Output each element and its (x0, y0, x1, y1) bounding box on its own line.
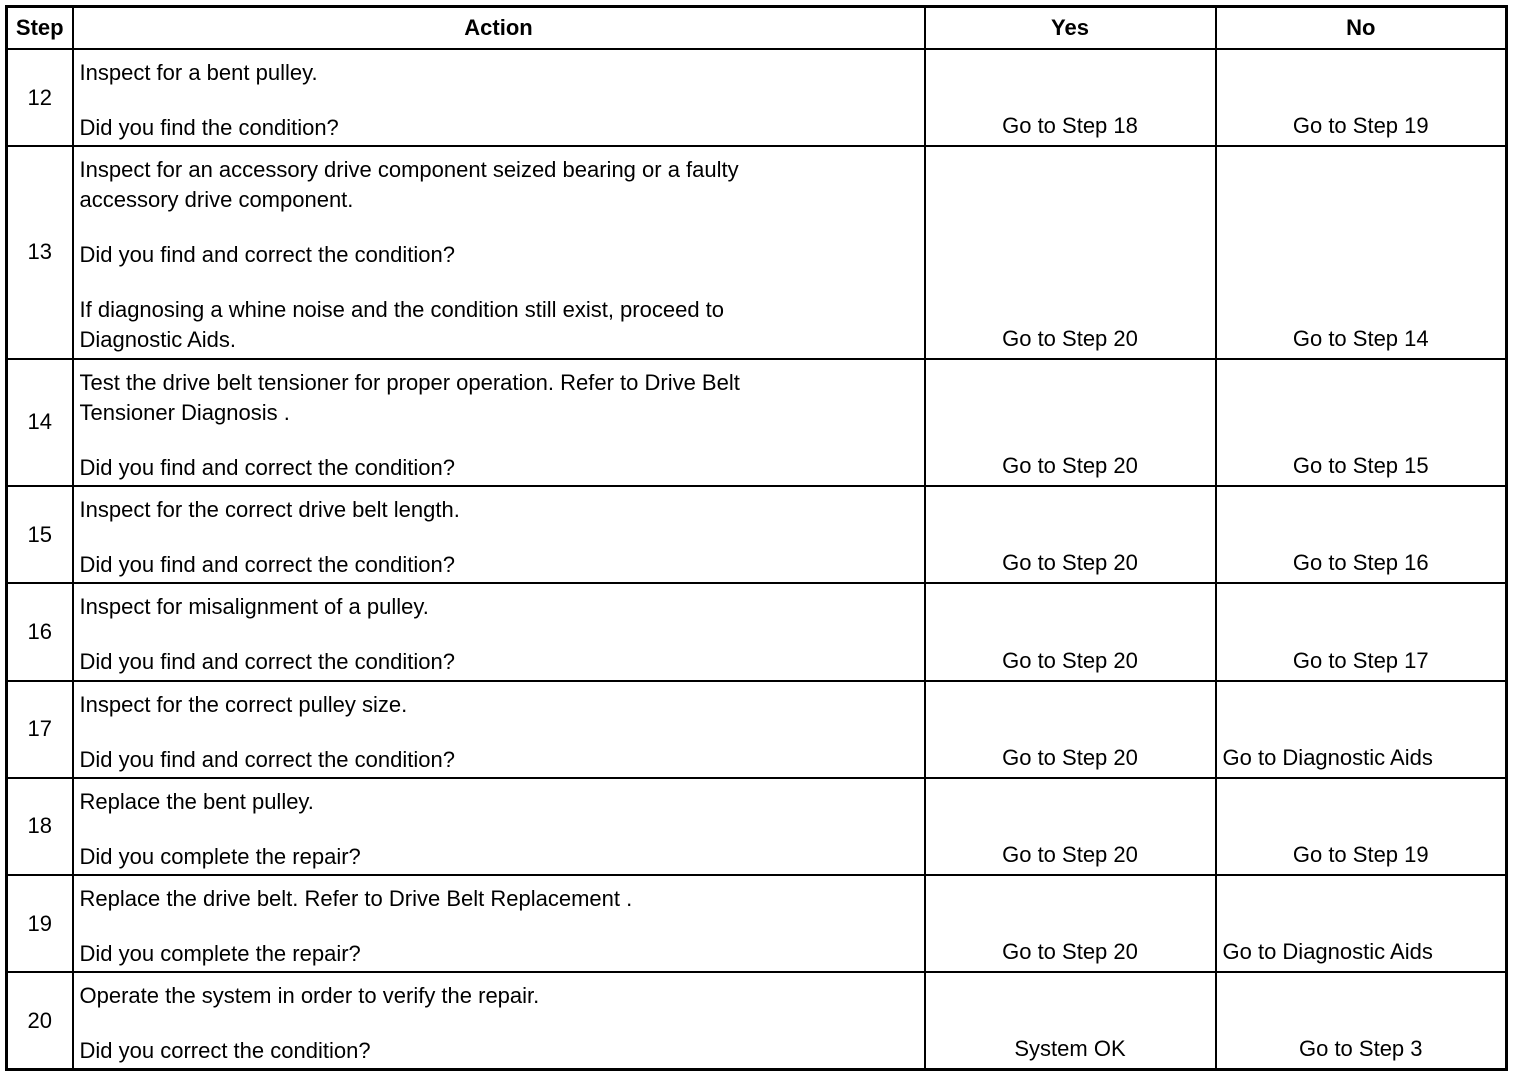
step-number: 18 (7, 778, 73, 875)
yes-result: Go to Step 18 (925, 49, 1216, 146)
action-text: Test the drive belt tensioner for proper operation. Refer to Drive Belt (79, 369, 740, 395)
step-number: 16 (7, 583, 73, 680)
no-result: Go to Step 19 (1216, 778, 1507, 875)
no-result: Go to Step 3 (1216, 972, 1507, 1069)
action-text: Inspect for the correct pulley size. (79, 691, 408, 717)
action-text: Did you find the condition? (79, 115, 339, 140)
table-row (7, 972, 1507, 1069)
yes-result: Go to Step 20 (925, 583, 1216, 680)
step-number: 12 (7, 49, 73, 146)
step-number: 13 (7, 146, 73, 359)
action-cell (73, 972, 925, 1069)
action-text: Inspect for misalignment of a pulley. (79, 594, 429, 620)
no-result: Go to Diagnostic Aids (1216, 875, 1507, 972)
table-row (7, 359, 1507, 486)
yes-result: Go to Step 20 (925, 359, 1216, 486)
action-text: Did you find and correct the condition? (79, 454, 455, 480)
paragraph-gap (80, 88, 918, 113)
no-result: Go to Step 16 (1216, 486, 1507, 583)
yes-result: Go to Step 20 (925, 146, 1216, 359)
paragraph-gap (80, 428, 918, 453)
no-result: Go to Step 17 (1216, 583, 1507, 680)
action-text: accessory drive component. (79, 187, 354, 213)
action-cell (73, 681, 925, 778)
action-text: Did you find and correct the condition? (79, 649, 455, 675)
paragraph-gap (80, 720, 918, 745)
step-number: 14 (7, 359, 73, 486)
action-text: Did you find and correct the condition? (79, 242, 455, 268)
paragraph-gap (80, 622, 918, 647)
action-text: Inspect for a bent pulley. (79, 60, 318, 85)
action-text: If diagnosing a whine noise and the condition still exist, proceed to (79, 297, 725, 323)
action-text: Inspect for the correct drive belt length. (79, 497, 460, 523)
action-text: Inspect for an accessory drive component seized bearing or a faulty (79, 157, 739, 183)
step-number: 19 (7, 875, 73, 972)
no-result: Go to Diagnostic Aids (1216, 681, 1507, 778)
action-text: Replace the drive belt. Refer to Drive Belt Replacement . (79, 885, 633, 911)
action-cell (73, 875, 925, 972)
table-row (7, 583, 1507, 680)
paragraph-gap (80, 525, 918, 550)
yes-header: Yes (925, 7, 1216, 50)
action-header: Action (73, 7, 925, 50)
action-cell (73, 583, 925, 680)
paragraph-gap (80, 215, 918, 240)
action-text: Tensioner Diagnosis . (79, 399, 290, 425)
action-text: Did you find and correct the condition? (79, 746, 455, 772)
table-body (7, 49, 1507, 1070)
action-cell (73, 359, 925, 486)
action-cell (73, 486, 925, 583)
action-text: Did you find and correct the condition? (79, 552, 455, 578)
table-row (7, 49, 1507, 146)
action-text: Did you correct the condition? (79, 1038, 371, 1064)
paragraph-gap (80, 817, 918, 842)
table-row (7, 146, 1507, 359)
table-row (7, 778, 1507, 875)
header-row (7, 7, 1507, 50)
paragraph-gap (80, 270, 918, 295)
paragraph-gap (80, 914, 918, 939)
table-row (7, 875, 1507, 972)
yes-result: Go to Step 20 (925, 778, 1216, 875)
action-text: Replace the bent pulley. (79, 788, 314, 814)
action-cell (73, 778, 925, 875)
action-text: Operate the system in order to verify the repair. (79, 983, 540, 1009)
no-result: Go to Step 15 (1216, 359, 1507, 486)
no-result: Go to Step 19 (1216, 49, 1507, 146)
action-cell (73, 146, 925, 359)
action-text: Did you complete the repair? (79, 940, 361, 966)
yes-result: System OK (925, 972, 1216, 1069)
action-text: Did you complete the repair? (79, 843, 361, 869)
table-row (7, 486, 1507, 583)
step-header: Step (7, 7, 73, 50)
diagnostic-table (5, 5, 1508, 1071)
no-header: No (1216, 7, 1507, 50)
paragraph-gap (80, 1011, 918, 1036)
yes-result: Go to Step 20 (925, 681, 1216, 778)
yes-result: Go to Step 20 (925, 486, 1216, 583)
table-row (7, 681, 1507, 778)
action-cell (73, 49, 925, 146)
step-number: 17 (7, 681, 73, 778)
no-result: Go to Step 14 (1216, 146, 1507, 359)
action-text: Diagnostic Aids. (79, 327, 237, 353)
step-number: 20 (7, 972, 73, 1069)
step-number: 15 (7, 486, 73, 583)
yes-result: Go to Step 20 (925, 875, 1216, 972)
